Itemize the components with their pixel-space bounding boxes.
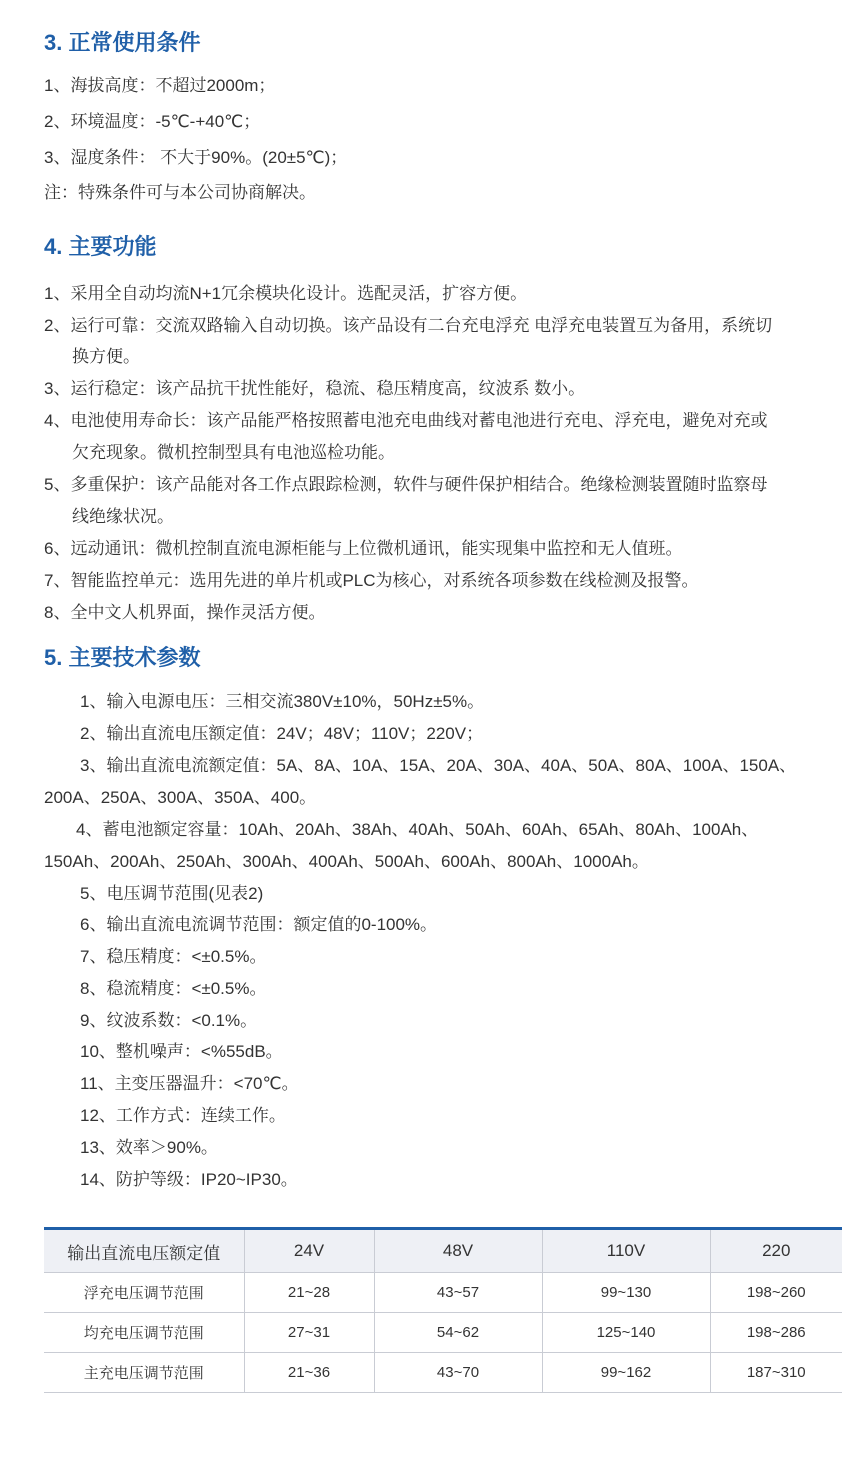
param-line: 5、电压调节范围(见表2) bbox=[80, 884, 264, 903]
table-cell: 99~130 bbox=[542, 1273, 710, 1313]
function-line: 换方便。 bbox=[72, 347, 140, 366]
function-line: 7、智能监控单元：选用先进的单片机或PLC为核心，对系统各项参数在线检测及报警。 bbox=[44, 571, 699, 590]
param-line: 14、防护等级：IP20~IP30。 bbox=[80, 1170, 298, 1189]
function-line: 2、运行可靠：交流双路输入自动切换。该产品设有二台充电浮充 电浮充电装置互为备用，系统切 bbox=[44, 316, 773, 335]
function-line: 6、远动通讯：微机控制直流电源柜能与上位微机通讯，能实现集中监控和无人值班。 bbox=[44, 539, 683, 558]
condition-note: 注：特殊条件可与本公司协商解决。 bbox=[44, 183, 316, 202]
table-cell: 主充电压调节范围 bbox=[44, 1353, 244, 1393]
function-line: 4、电池使用寿命长：该产品能严格按照蓄电池充电曲线对蓄电池进行充电、浮充电，避免对充或 bbox=[44, 411, 768, 430]
table-header-cell: 110V bbox=[542, 1229, 710, 1273]
table-header-cell: 220 bbox=[710, 1229, 842, 1273]
table-header-cell: 输出直流电压额定值 bbox=[44, 1229, 244, 1273]
table-cell: 54~62 bbox=[374, 1313, 542, 1353]
table-cell: 99~162 bbox=[542, 1353, 710, 1393]
section-title-functions: 4. 主要功能 bbox=[44, 234, 157, 259]
table-cell: 198~260 bbox=[710, 1273, 842, 1313]
table-cell: 21~36 bbox=[244, 1353, 374, 1393]
function-line: 8、全中文人机界面，操作灵活方便。 bbox=[44, 603, 326, 622]
function-line: 1、采用全自动均流N+1冗余模块化设计。选配灵活，扩容方便。 bbox=[44, 284, 528, 303]
table-header-cell: 24V bbox=[244, 1229, 374, 1273]
function-line: 线绝缘状况。 bbox=[72, 507, 174, 526]
section-title-conditions: 3. 正常使用条件 bbox=[44, 30, 201, 55]
function-line: 3、运行稳定：该产品抗干扰性能好，稳流、稳压精度高，纹波系 数小。 bbox=[44, 379, 586, 398]
voltage-range-table bbox=[44, 1227, 842, 1393]
param-line: 8、稳流精度：<±0.5%。 bbox=[80, 979, 267, 998]
condition-temperature: 2、环境温度：-5℃-+40℃； bbox=[44, 112, 261, 131]
condition-altitude: 1、海拔高度：不超过2000m； bbox=[44, 76, 276, 95]
table-cell: 43~70 bbox=[374, 1353, 542, 1393]
table-cell: 43~57 bbox=[374, 1273, 542, 1313]
param-line: 6、输出直流电流调节范围：额定值的0-100%。 bbox=[80, 915, 438, 934]
param-line: 13、效率＞90%。 bbox=[80, 1138, 218, 1157]
condition-humidity: 3、湿度条件： 不大于90%。(20±5℃)； bbox=[44, 148, 348, 167]
table-cell: 125~140 bbox=[542, 1313, 710, 1353]
param-line: 150Ah、200Ah、250Ah、300Ah、400Ah、500Ah、600Ah、800Ah、1000Ah。 bbox=[44, 852, 649, 871]
table-cell: 198~286 bbox=[710, 1313, 842, 1353]
table-cell: 27~31 bbox=[244, 1313, 374, 1353]
param-line: 1、输入电源电压：三相交流380V±10%，50Hz±5%。 bbox=[80, 692, 485, 711]
section-title-params: 5. 主要技术参数 bbox=[44, 645, 201, 670]
table-cell: 21~28 bbox=[244, 1273, 374, 1313]
table-header-row bbox=[44, 1229, 842, 1273]
param-line: 2、输出直流电压额定值：24V；48V；110V；220V； bbox=[80, 724, 484, 743]
param-line: 4、蓄电池额定容量：10Ah、20Ah、38Ah、40Ah、50Ah、60Ah、65Ah、80Ah、100Ah、 bbox=[76, 820, 759, 839]
table-row bbox=[44, 1313, 842, 1353]
table-row bbox=[44, 1353, 842, 1393]
table-row bbox=[44, 1273, 842, 1313]
table-cell: 187~310 bbox=[710, 1353, 842, 1393]
param-line: 9、纹波系数：<0.1%。 bbox=[80, 1011, 258, 1030]
function-line: 5、多重保护：该产品能对各工作点跟踪检测，软件与硬件保护相结合。绝缘检测装置随时监察母 bbox=[44, 475, 768, 494]
table-cell: 浮充电压调节范围 bbox=[44, 1273, 244, 1313]
param-line: 200A、250A、300A、350A、400。 bbox=[44, 788, 317, 807]
param-line: 11、主变压器温升：<70℃。 bbox=[80, 1074, 299, 1093]
param-line: 7、稳压精度：<±0.5%。 bbox=[80, 947, 267, 966]
param-line: 12、工作方式：连续工作。 bbox=[80, 1106, 286, 1125]
table-cell: 均充电压调节范围 bbox=[44, 1313, 244, 1353]
param-line: 10、整机噪声：<%55dB。 bbox=[80, 1042, 283, 1061]
function-line: 欠充现象。微机控制型具有电池巡检功能。 bbox=[72, 443, 395, 462]
table-header-cell: 48V bbox=[374, 1229, 542, 1273]
param-line: 3、输出直流电流额定值：5A、8A、10A、15A、20A、30A、40A、50A、80A、100A、150A、 bbox=[80, 756, 797, 775]
